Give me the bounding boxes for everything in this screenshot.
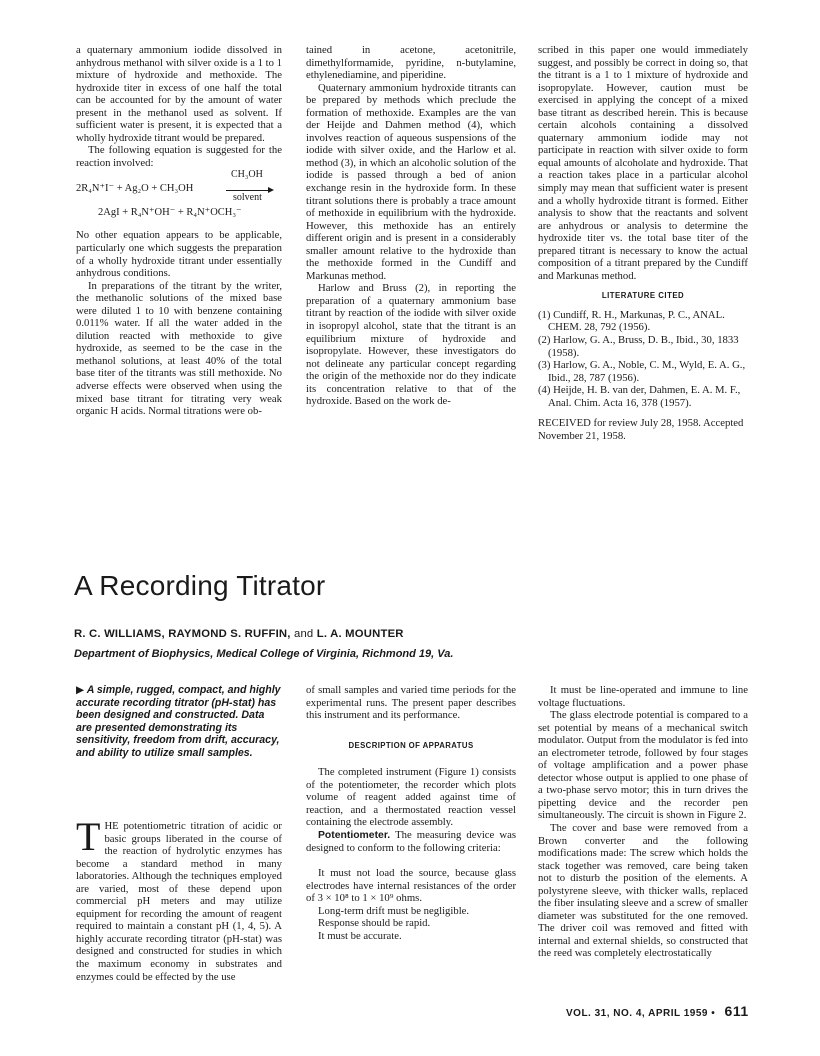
criteria-item: Response should be rapid. <box>318 917 431 930</box>
subsection-text: The measuring device was designed to conform to the following criteria: <box>306 828 516 855</box>
paragraph: of small samples and varied time periods for the experimental runs. The present paper describes this instrument and its performance. <box>306 684 516 722</box>
drop-cap: T <box>76 814 101 859</box>
subsection-label: Potentiometer. <box>318 829 391 841</box>
authors-and: and <box>293 628 314 640</box>
text-column-3 <box>538 44 748 442</box>
intro-smallcaps: HE <box>104 820 119 832</box>
literature-cited-heading: LITERATURE CITED <box>601 291 685 301</box>
text-column-2 <box>306 44 516 408</box>
section-heading: DESCRIPTION OF APPARATUS <box>348 740 474 750</box>
paragraph: Harlow and Bruss (2), in reporting the preparation of a quaternary ammonium base titrant by reaction of the iodide with silver oxide in isopropyl alcohol, state that the titrant is an equilibrium mixture of hydroxide and isopropylate. However, these investigators do not delineate any particular concept regarding the origin of the methoxide nor do they indicate its concentration relative to that of the hydroxide. Based on the work de- <box>306 282 516 408</box>
criteria-item: It must be accurate. <box>318 929 402 942</box>
paragraph: scribed in this paper one would immediately suggest, and possibly be correct in doing so, that the titrant is a 1 to 1 mixture of hydroxide and isopropylate. However, caution must be exercised in applying the concept of a mixed base titrant as described herein. This is because certain alcohols containing a dissolved quaternary ammonium iodide may not participate in reaction with silver oxide to form equal amounts of alcoholate and hydroxide. That a reaction takes place in a particular alcohol simply may mean that sufficient water is present and a wholly hydroxide titrant is formed. Either analysis to show that the reactants and solvent are anhydrous or analysis to determine the hydroxide titer vs. the total base titer of the prepared titrant is necessary to know the actual composition of a titrant prepared by the Cundiff and Markunas method. <box>538 44 748 282</box>
reaction-arrow <box>226 190 270 191</box>
paragraph <box>306 829 516 855</box>
reference-item: (3) Harlow, G. A., Noble, C. M., Wyld, E. A. G., Ibid., 28, 787 (1956). <box>538 359 746 384</box>
paragraph: The following equation is suggested for the reaction involved: <box>76 144 282 169</box>
paragraph: tained in acetone, acetonitrile, dimethylformamide, pyridine, n-butylamine, ethylenediamine, and piperidine. <box>306 44 516 82</box>
paragraph: The cover and base were removed from a Brown converter and the following modifications made: The screw which holds the stack together was removed, care being taken not to disturb the position of the elements. A polystyrene sleeve, with thicker walls, replaced the fiber insulating sleeve and a screw of smaller diameter was substituted for the one removed. The driver coil was removed and fitted with internal and external shields, so constructed that the reed was completely electrostatically <box>538 822 748 960</box>
article-title: A Recording Titrator <box>74 570 326 601</box>
intro-text: potentiometric titration of acidic or basic groups liberated in the course of the reaction of hydrolytic enzymes has become a standard method in many laboratories. Although the techniques employed are varied, most of these depend upon commercial pH meters and may utilize equipment for recording the amount of reagent required to maintain a constant pH (1, 4, 5). A highly accurate recording titrator (pH-stat) was designed and constructed for studies in which the maximum economy in substrates and enzymes could be effected by the use <box>76 820 282 983</box>
paragraph: In preparations of the titrant by the writer, the methanolic solutions of the mixed base were diluted 1 to 10 with benzene containing 0.011% water. If all the water added in the dilution reacted with methoxide to give hydroxide, as seemed to be the case in the methanol solutions, at least 40% of the total base titer of the titrants was still methoxide. No adverse effects were observed when using the mixed base titrant for titrating very weak organic H acids. Normal titrations were ob- <box>76 279 282 418</box>
article-column-3 <box>538 684 748 960</box>
paragraph: It must be line-operated and immune to line voltage fluctuations. <box>538 684 748 709</box>
article-column-1 <box>76 814 282 983</box>
paragraph: a quaternary ammonium iodide dissolved in anhydrous methanol with silver oxide is a 1 to 1 mixture of hydroxide and methoxide. The hydroxide titer in excess of one half the total can be accounted for by the amount of water present in the methanol used as solvent. If sufficient water is present, it is expected that a wholly hydroxide titrant would be prepared. <box>76 44 282 144</box>
equation-solvent-word: solvent <box>233 192 262 204</box>
authors-names-2: L. A. MOUNTER <box>316 628 404 640</box>
abstract-marker-icon: ▶ <box>76 684 85 696</box>
paragraph: The completed instrument (Figure 1) consists of the potentiometer, the recorder which plots volume of reagent added against time of reaction, and a thermostated reaction vessel containing the electrode assembly. <box>306 766 516 829</box>
authors-names-1: R. C. WILLIAMS, RAYMOND S. RUFFIN, <box>74 628 291 640</box>
paragraph: The glass electrode potential is compared to a set potential by means of a mechanical switch modulator. Output from the modulator is fed into an electrometer tetrode, followed by four stages of voltage amplification and a power phase detector whose output is applied to one phase of a two-phase servo motor; this in turn drives the pipetting device and the recorder pen simultaneously. The circuit is shown in Figure 2. <box>538 709 748 822</box>
equation-products: 2AgI + R₄N⁺OH⁻ + R₄N⁺OCH₃⁻ <box>98 207 242 219</box>
text-column-1 <box>76 44 282 418</box>
abstract <box>76 684 282 760</box>
equation-solvent-label: CH₃OH <box>231 169 263 181</box>
reference-item: (4) Heijde, H. B. van der, Dahmen, E. A. M. F., Anal. Chim. Acta 16, 378 (1957). <box>538 384 741 409</box>
received-note: RECEIVED for review July 28, 1958. Accepted November 21, 1958. <box>538 417 744 442</box>
criteria-item: It must not load the source, because glass electrodes have internal resistances of the order of 3 × 10⁸ to 1 × 10⁹ ohms. <box>306 867 516 905</box>
criteria-item: Long-term drift must be negligible. <box>318 904 470 917</box>
article-column-2 <box>306 684 516 942</box>
abstract-text: A simple, rugged, compact, and highly accurate recording titrator (pH-stat) has been designed and constructed. Data are presented demonstrating its sensitivity, freedom from drift, accuracy, and ability to utilize small samples. <box>76 684 281 759</box>
reference-item: (2) Harlow, G. A., Bruss, D. B., Ibid., 30, 1833 (1958). <box>538 334 739 359</box>
page-footer <box>566 1003 749 1019</box>
reference-item: (1) Cundiff, R. H., Markunas, P. C., ANAL. CHEM. 28, 792 (1956). <box>538 308 725 334</box>
paragraph: No other equation appears to be applicable, particularly one which suggests the preparation of a wholly hydroxide titrant under essentially anhydrous conditions. <box>76 229 282 280</box>
article-authors <box>74 628 404 640</box>
intro-paragraph <box>76 814 282 983</box>
bullet-icon: • <box>711 1008 716 1019</box>
author-affiliation: Department of Biophysics, Medical College of Virginia, Richmond 19, Va. <box>74 648 454 660</box>
page-number: 611 <box>724 1003 749 1019</box>
criteria-list <box>306 867 516 942</box>
chemical-equation <box>76 169 282 229</box>
paragraph: Quaternary ammonium hydroxide titrants can be prepared by methods which preclude the formation of methoxide. Examples are the van der Heijde and Dahmen method (4), which involves reaction of aqueous suspensions of the iodide with silver oxide, and the Harlow et al. method (3), in which an alcoholic solution of the iodide is passed through a bed of anion exchange resin in the hydroxide form. In these titrant solutions there is probably a trace amount of methoxide in equilibrium with the hydroxide. However, this methoxide has an entirely different origin and is present in a considerably smaller amount relative to the hydroxide than the methoxide formed in the Cundiff and Markunas method. <box>306 81 516 282</box>
equation-reactants: 2R₄N⁺I⁻ + Ag₂O + CH₃OH <box>76 183 194 195</box>
journal-info: VOL. 31, NO. 4, APRIL 1959 <box>566 1008 708 1019</box>
reaction-arrowhead <box>268 187 274 193</box>
